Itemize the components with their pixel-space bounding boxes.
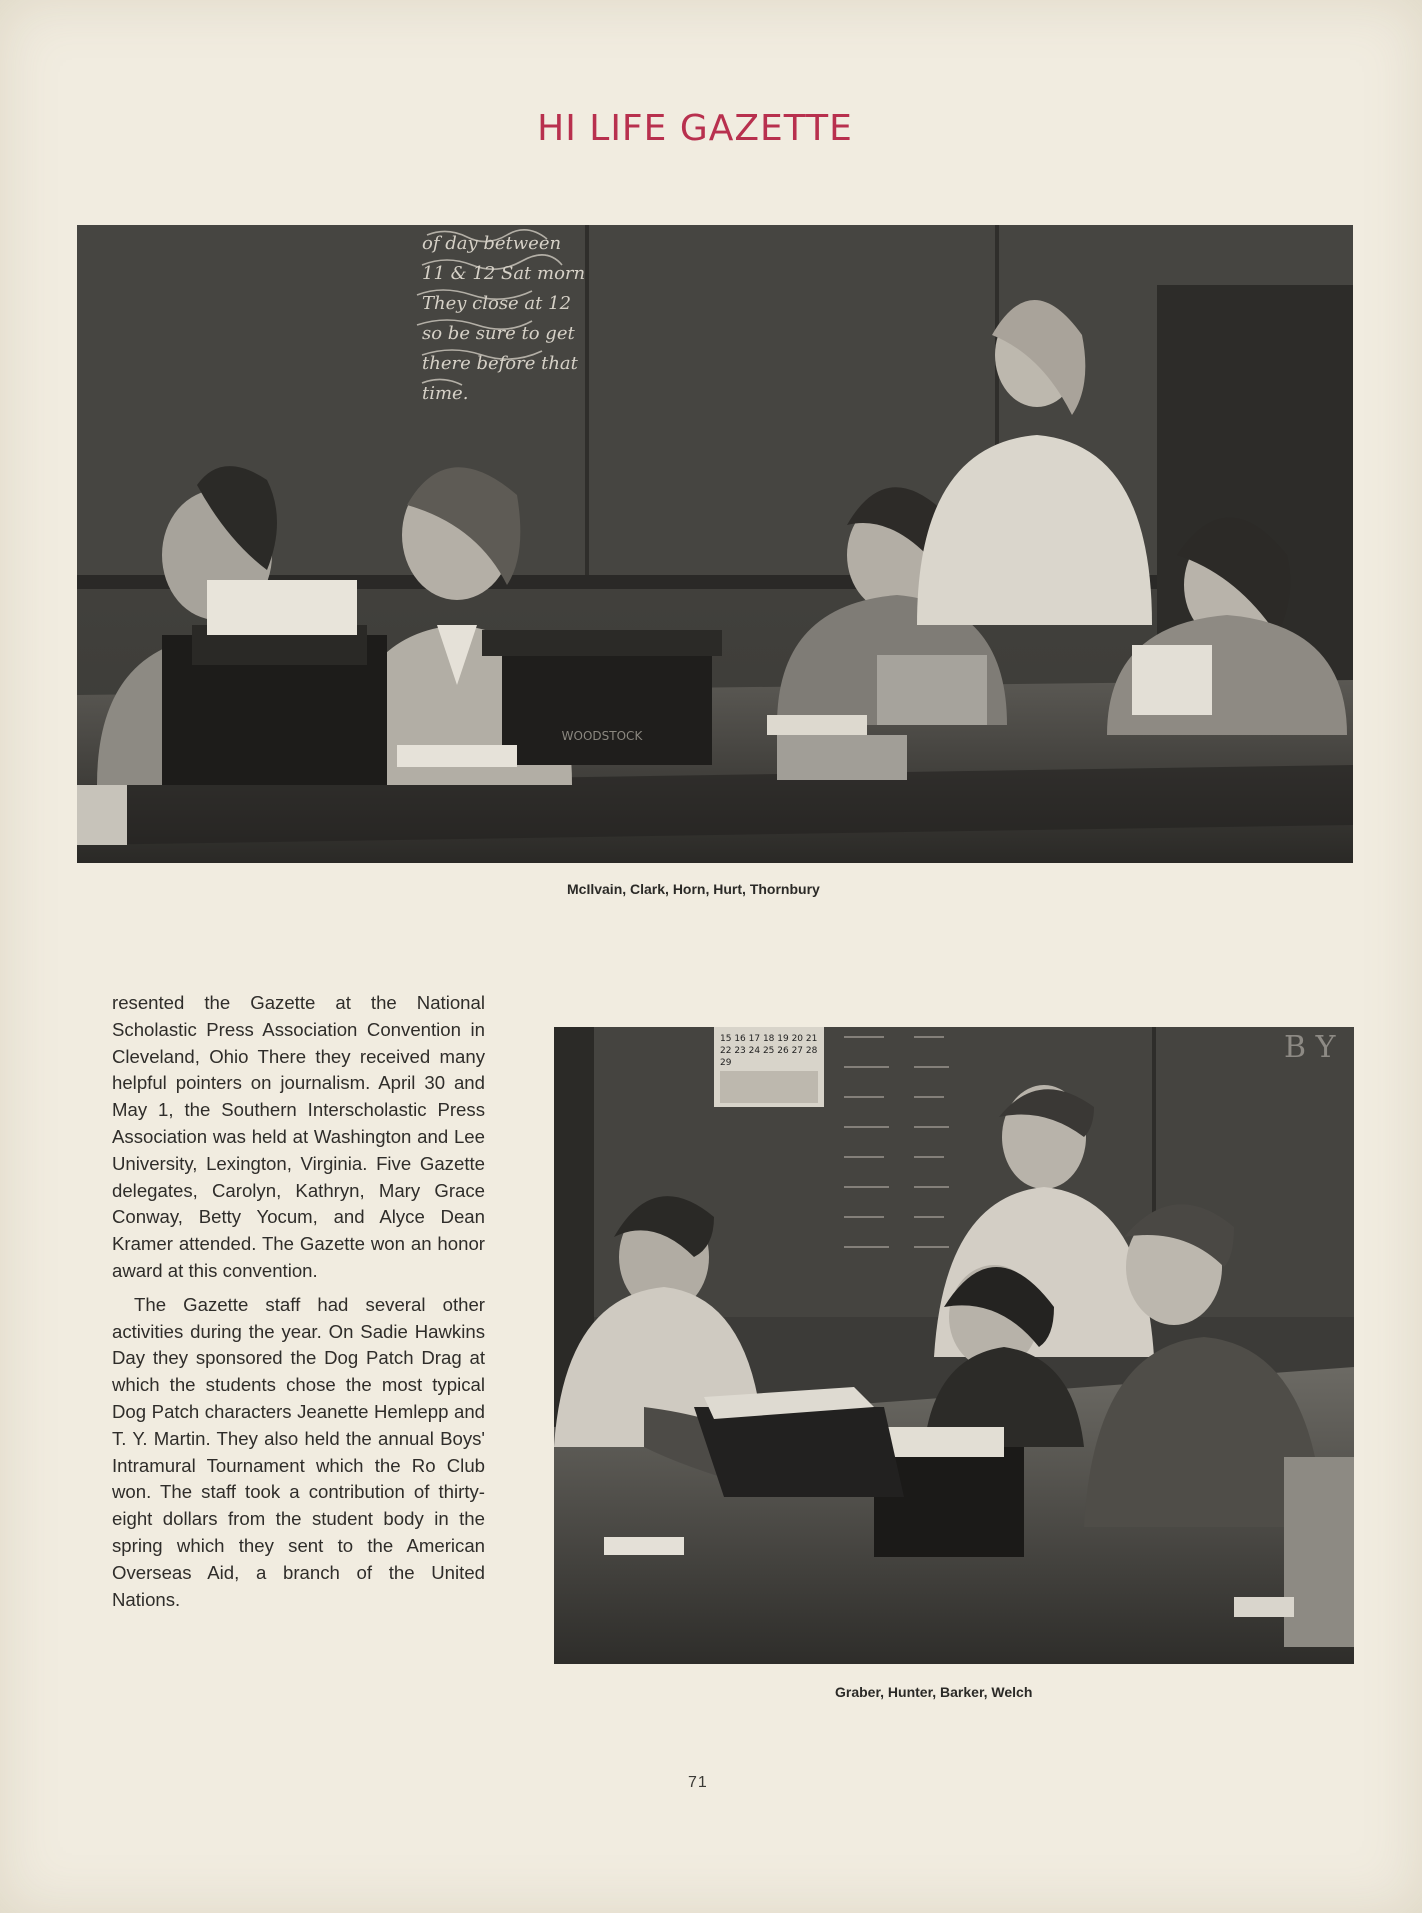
photo-illustration: [77, 225, 1353, 863]
chalk-writing: 11 & 12 Sat morn: [422, 263, 586, 284]
article-paragraph: resented the Gazette at the National Scholastic Press Association Convention in Cleveland, Ohio There they received many helpful pointers on journalism. April 30 and May 1, the Southern Interscholastic Press Association was held at Washington and Lee University, Lexington, Virginia. Five Gazette delegates, Carolyn, Kathryn, Mary Grace Conway, Betty Yocum, and Alyce Dean Kramer attended. The Gazette won an honor award at this convention.: [112, 992, 485, 1281]
chalk-writing: of day between: [422, 233, 562, 254]
chalk-writing: time.: [422, 383, 469, 404]
photo-illustration: [554, 1027, 1354, 1664]
typewriter-brand: WOODSTOCK: [561, 729, 643, 743]
article-paragraph: The Gazette staff had several other activities during the year. On Sadie Hawkins Day they sponsored the Dog Patch Drag at which the students chose the most typical Dog Patch characters Jeanette Hemlepp and T. Y. Martin. They also held the annual Boys' Intramural Tournament which the Ro Club won. The staff took a contribution of thirty-eight dollars from the student body in the spring which they sent to the American Overseas Aid, a branch of the United Nations.: [112, 1293, 485, 1610]
page-title: HI LIFE GAZETTE: [537, 108, 853, 149]
calendar-row: 22 23 24 25 26 27 28: [720, 1046, 818, 1056]
staff-photo-typewriters: [77, 225, 1353, 863]
photo-caption: Graber, Hunter, Barker, Welch: [835, 1684, 1033, 1700]
calendar-row: 15 16 17 18 19 20 21: [720, 1034, 818, 1044]
chalk-writing: so be sure to get: [422, 323, 575, 344]
photo-caption: McIlvain, Clark, Horn, Hurt, Thornbury: [567, 881, 820, 897]
calendar-row: 29: [720, 1058, 732, 1068]
staff-photo-group: [554, 1027, 1354, 1664]
chalk-writing: there before that: [422, 353, 578, 374]
board-letters: B Y: [1284, 1030, 1336, 1065]
page-number: 71: [688, 1774, 708, 1791]
article-body: [112, 990, 485, 1613]
chalk-writing: They close at 12: [422, 293, 572, 314]
